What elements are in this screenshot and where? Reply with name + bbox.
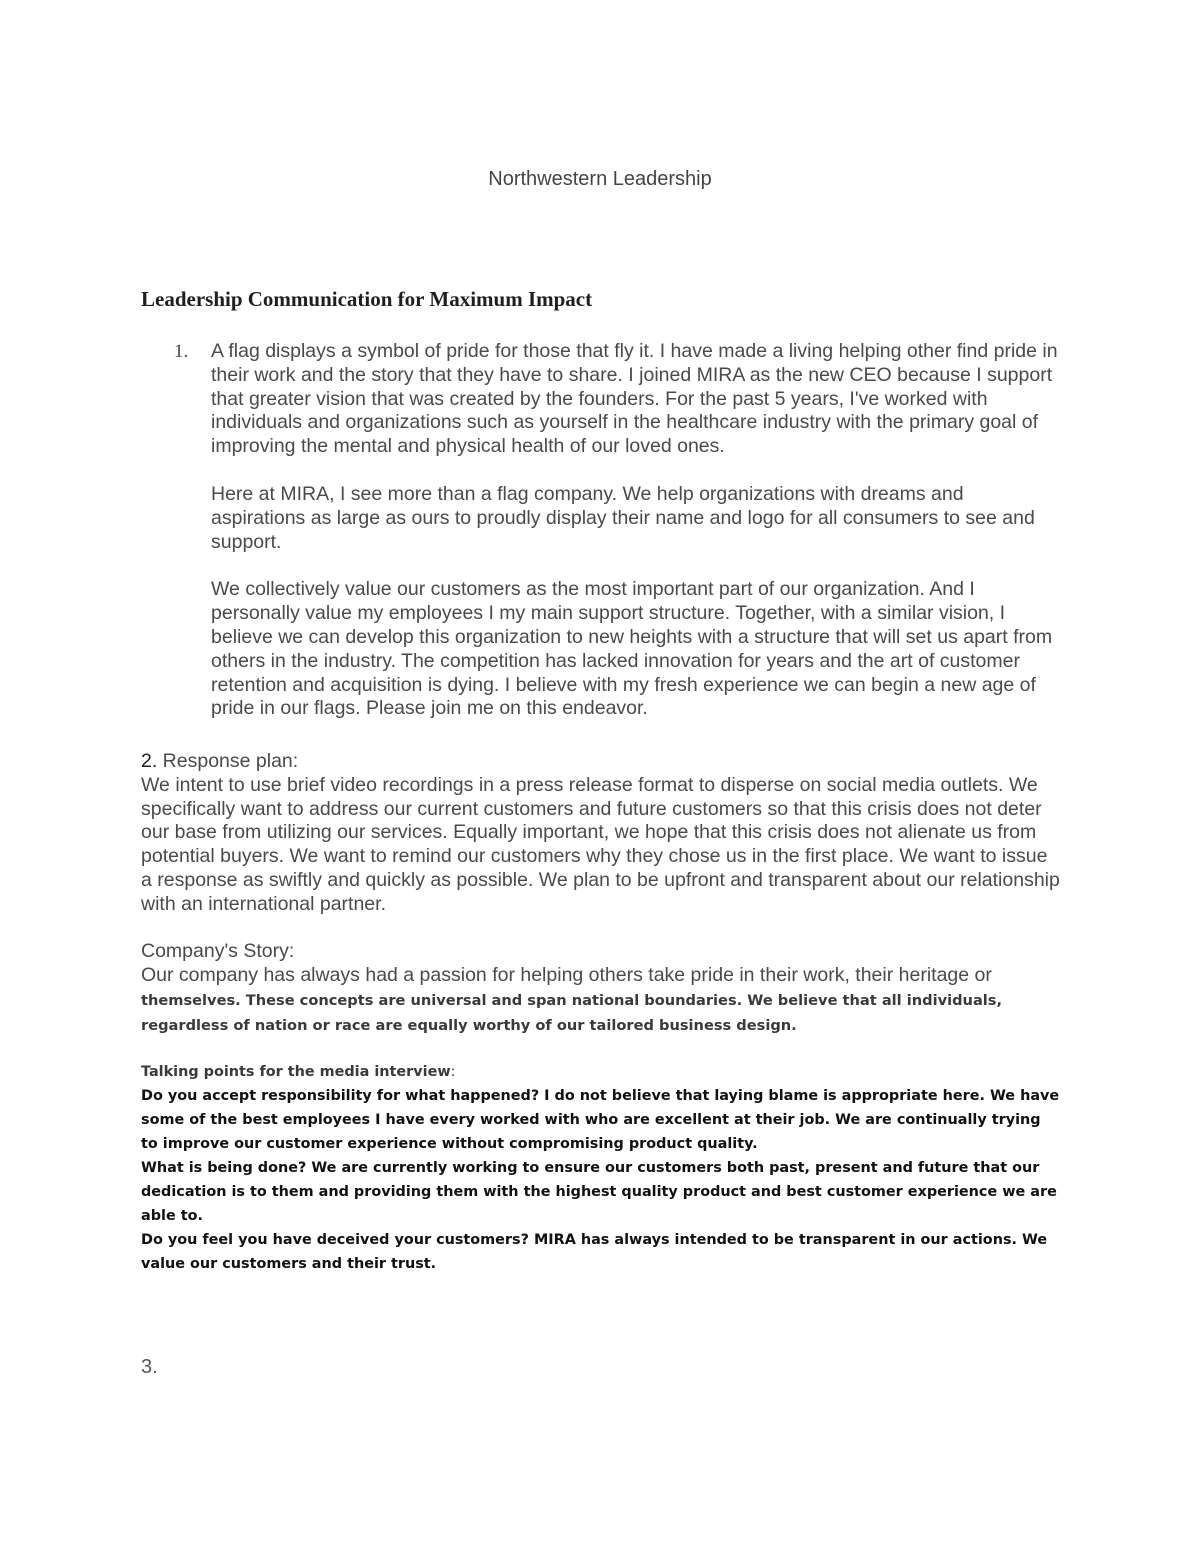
talking-points [141,1060,1061,1276]
talking-points-title-text: Talking points for the media interview [141,1064,451,1080]
talking-points-title-colon: : [450,1064,456,1080]
section-3-number: 3. [141,1356,158,1378]
document-heading: Leadership Communication for Maximum Impact [141,287,593,311]
section-1-paragraph: A flag displays a symbol of pride for those that fly it. I have made a living helping other find pride in their work and the story that they have to share. I joined MIRA as the new CEO because I support that greater vision that was created by the founders. For the past 5 years, I've worked with individuals and organizations such as yourself in the healthcare industry with the primary goal of improving the mental and physical health of our loved ones. [211,340,1058,458]
section-1-number: 1. [174,341,189,362]
company-story-line-regular: Our company has always had a passion for helping others take pride in their work, their heritage or [141,963,992,986]
company-story [141,940,1061,1038]
section-2-body: We intent to use brief video recordings in a press release format to disperse on social media outlets. We specifically want to address our current customers and future customers so that this crisis does not deter our base from utilizing our services. Equally important, we hope that this crisis does not alienate us from potential buyers. We want to remind our customers why they chose us in the first place. We want to issue a response as swiftly and quickly as possible. We plan to be upfront and transparent about our relationship with an international partner. [141,773,1060,915]
section-1-paragraph: We collectively value our customers as the most important part of our organization. And I personally value my employees I my main support structure. Together, with a similar vision, I believe we can develop this organization to new heights with a structure that will set us apart from others in the industry. The competition has lacked innovation for years and the art of customer retention and acquisition is dying. I believe with my fresh experience we can begin a new age of pride in our flags. Please join me on this endeavor. [211,578,1053,720]
page-header-title: Northwestern Leadership [488,168,712,190]
talking-point-item: Do you accept responsibility for what happened? I do not believe that laying blame is appropriate here. We have some of the best employees I have every worked with who are excellent at their job. We are continually trying to improve our customer experience without compromising product quality. [141,1088,1060,1152]
section-2-number: 2. [141,750,158,772]
section-1-body [211,340,1061,745]
section-2-title: Response plan: [157,750,299,772]
company-story-title: Company's Story: [141,940,295,962]
section-2-heading [141,750,1061,774]
talking-point-item: Do you feel you have deceived your customers? MIRA has always intended to be transparent in our actions. We value our customers and their trust. [141,1232,1048,1272]
company-story-body [141,964,1061,1038]
section-2 [141,750,1061,917]
company-story-line-bold: themselves. These concepts are universal and span national boundaries. We believe that all individuals, regardless of nation or race are equally worthy of our tailored business design. [141,991,1003,1034]
talking-point-item: What is being done? We are currently working to ensure our customers both past, present and future that our dedication is to them and providing them with the highest quality product and best customer experience we are able to. [141,1160,1057,1224]
section-1-paragraph: Here at MIRA, I see more than a flag company. We help organizations with dreams and aspirations as large as ours to proudly display their name and logo for all consumers to see and support. [211,482,1035,553]
talking-points-title [141,1060,1061,1084]
